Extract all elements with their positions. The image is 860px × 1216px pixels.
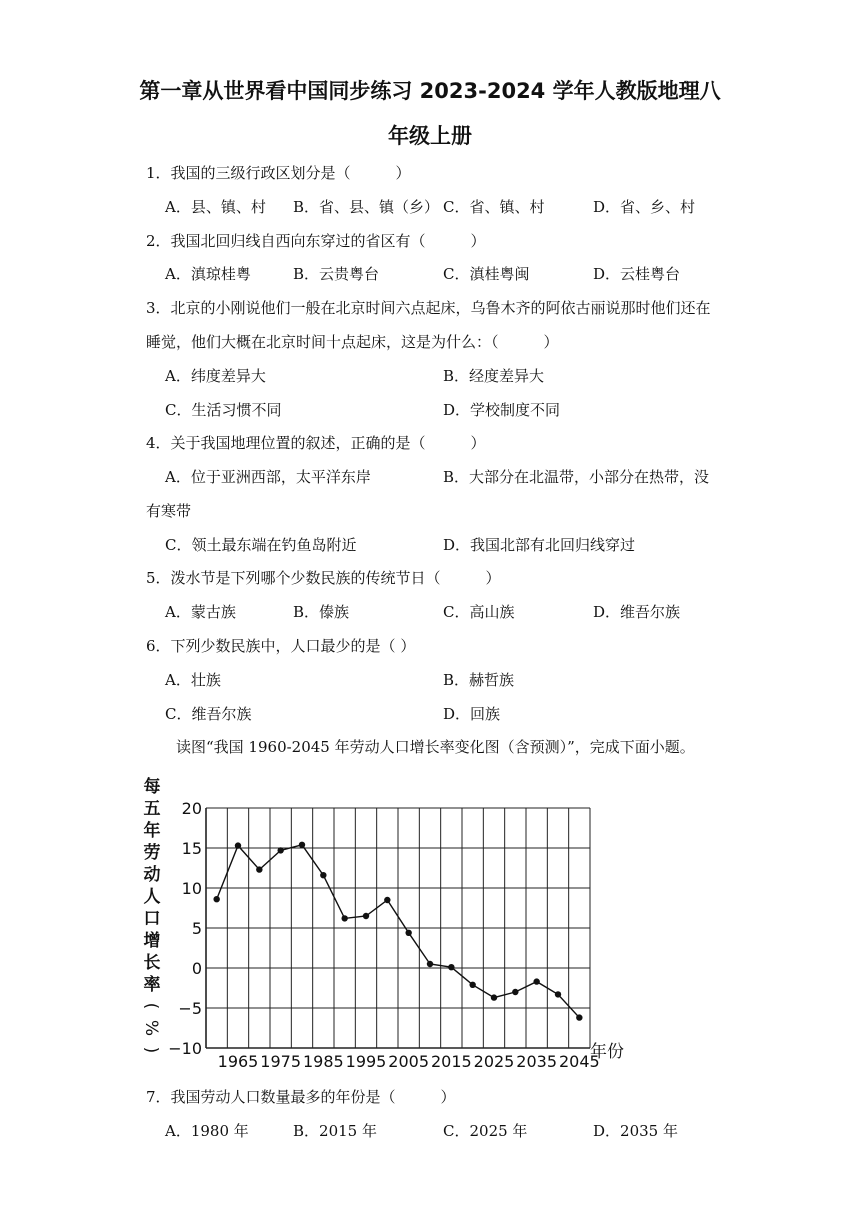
q2-option-d: D．云桂粤台 [593,265,681,283]
question-7-stem: 7．我国劳动人口数量最多的年份是（ ） [146,1088,456,1106]
q7-option-b: B．2015 年 [293,1122,377,1140]
x-tick-label: 2035 [516,1052,558,1071]
q4-option-b: B．大部分在北温带，小部分在热带，没 [443,468,710,486]
q6-option-d: D．回族 [443,705,501,723]
data-point [427,961,433,967]
data-point [533,978,539,984]
x-tick-label: 1965 [217,1052,259,1071]
q5-option-b: B．傣族 [293,603,350,621]
x-tick-label: 2015 [430,1052,472,1071]
question-3-stem-line1: 3．北京的小刚说他们一般在北京时间六点起床，乌鲁木齐的阿依古丽说那时他们还在 [146,299,711,317]
x-axis-label: 年份 [590,1042,624,1062]
question-3-stem-line2: 睡觉，他们大概在北京时间十点起床，这是为什么：（ ） [146,333,559,351]
data-point [512,989,518,995]
question-4-stem: 4．关于我国地理位置的叙述，正确的是（ ） [146,434,486,452]
data-point [576,1014,582,1020]
y-tick-label: 15 [181,839,202,858]
question-5-stem: 5．泼水节是下列哪个少数民族的传统节日（ ） [146,569,501,587]
y-axis-label-char: 动 [143,865,161,885]
data-point [320,872,326,878]
x-tick-labels [218,1052,600,1071]
q7-option-d: D．2035 年 [593,1122,678,1140]
x-tick-label: 1995 [345,1052,387,1071]
q2-option-a: A．滇琼桂粤 [165,265,251,283]
q3-option-c: C．生活习惯不同 [165,401,282,419]
page-title-line2: 年级上册 [388,124,472,148]
y-axis-label-char: 口 [143,909,161,929]
data-point [555,991,561,997]
data-point [235,842,241,848]
x-tick-label: 2045 [558,1052,600,1071]
q1-option-a: A．县、镇、村 [165,198,266,216]
q4-option-b-continued: 有寒带 [146,502,192,520]
question-6-stem: 6．下列少数民族中，人口最少的是（ ） [146,637,416,655]
q2-option-b: B．云贵粤台 [293,265,380,283]
y-tick-label: 20 [181,799,202,818]
data-point [341,915,347,921]
labor-growth-chart [140,770,640,1071]
y-tick-label: 0 [191,959,202,978]
data-point [405,930,411,936]
y-axis-label-char: ) [141,1046,161,1054]
y-axis-label-char: % [141,1019,161,1037]
x-tick-label: 1985 [302,1052,344,1071]
q7-option-c: C．2025 年 [443,1122,528,1140]
y-axis-label-char: 劳 [143,843,161,863]
page-title-line1: 第一章从世界看中国同步练习 2023-2024 学年人教版地理八 [139,79,721,103]
q5-option-c: C．高山族 [443,603,515,621]
y-axis-label-char: 率 [143,975,161,995]
y-axis-label-char: 长 [143,953,161,973]
y-axis-label-char: 每 [143,777,161,797]
q1-option-d: D．省、乡、村 [593,198,696,216]
q6-option-c: C．维吾尔族 [165,705,252,723]
x-tick-label: 1975 [260,1052,302,1071]
q5-option-d: D．维吾尔族 [593,603,681,621]
question-2-stem: 2．我国北回归线自西向东穿过的省区有（ ） [146,232,486,250]
q4-option-d: D．我国北部有北回归线穿过 [443,536,636,554]
q2-option-c: C．滇桂粤闽 [443,265,530,283]
y-axis-label-char: 增 [143,931,161,951]
y-tick-label: 5 [191,919,202,938]
y-axis-label [141,776,161,1053]
y-tick-label: −10 [168,1039,202,1058]
y-axis-label-char: 年 [143,821,161,841]
chart-svg [140,770,640,1071]
x-tick-label: 2005 [388,1052,430,1071]
data-point [213,896,219,902]
q6-option-b: B．赫哲族 [443,671,515,689]
data-point [277,847,283,853]
q5-option-a: A．蒙古族 [165,603,236,621]
x-tick-label: 2025 [473,1052,515,1071]
data-point [448,964,454,970]
q3-option-b: B．经度差异大 [443,367,545,385]
data-point [363,913,369,919]
q4-option-c: C．领土最东端在钓鱼岛附近 [165,536,357,554]
y-axis-label-char: 人 [143,887,161,907]
y-tick-label: −5 [178,999,202,1018]
q3-option-d: D．学校制度不同 [443,401,561,419]
q4-option-a: A．位于亚洲西部，太平洋东岸 [165,468,371,486]
data-point [491,994,497,1000]
q7-option-a: A．1980 年 [165,1122,249,1140]
y-axis-label-char: ( [141,1002,161,1010]
q3-option-a: A．纬度差异大 [165,367,266,385]
q1-option-b: B．省、县、镇（乡） [293,198,440,216]
data-point [256,866,262,872]
data-point [299,842,305,848]
reading-prompt: 读图“我国 1960-2045 年劳动人口增长率变化图（含预测）”，完成下面小题。 [176,738,695,756]
q6-option-a: A．壮族 [165,671,221,689]
y-tick-labels [168,799,202,1058]
y-tick-label: 10 [181,879,202,898]
data-point [469,982,475,988]
y-axis-label-char: 五 [143,799,161,819]
q1-option-c: C．省、镇、村 [443,198,545,216]
chart-grid [206,808,590,1048]
data-point [384,897,390,903]
question-1-stem: 1．我国的三级行政区划分是（ ） [146,164,411,182]
